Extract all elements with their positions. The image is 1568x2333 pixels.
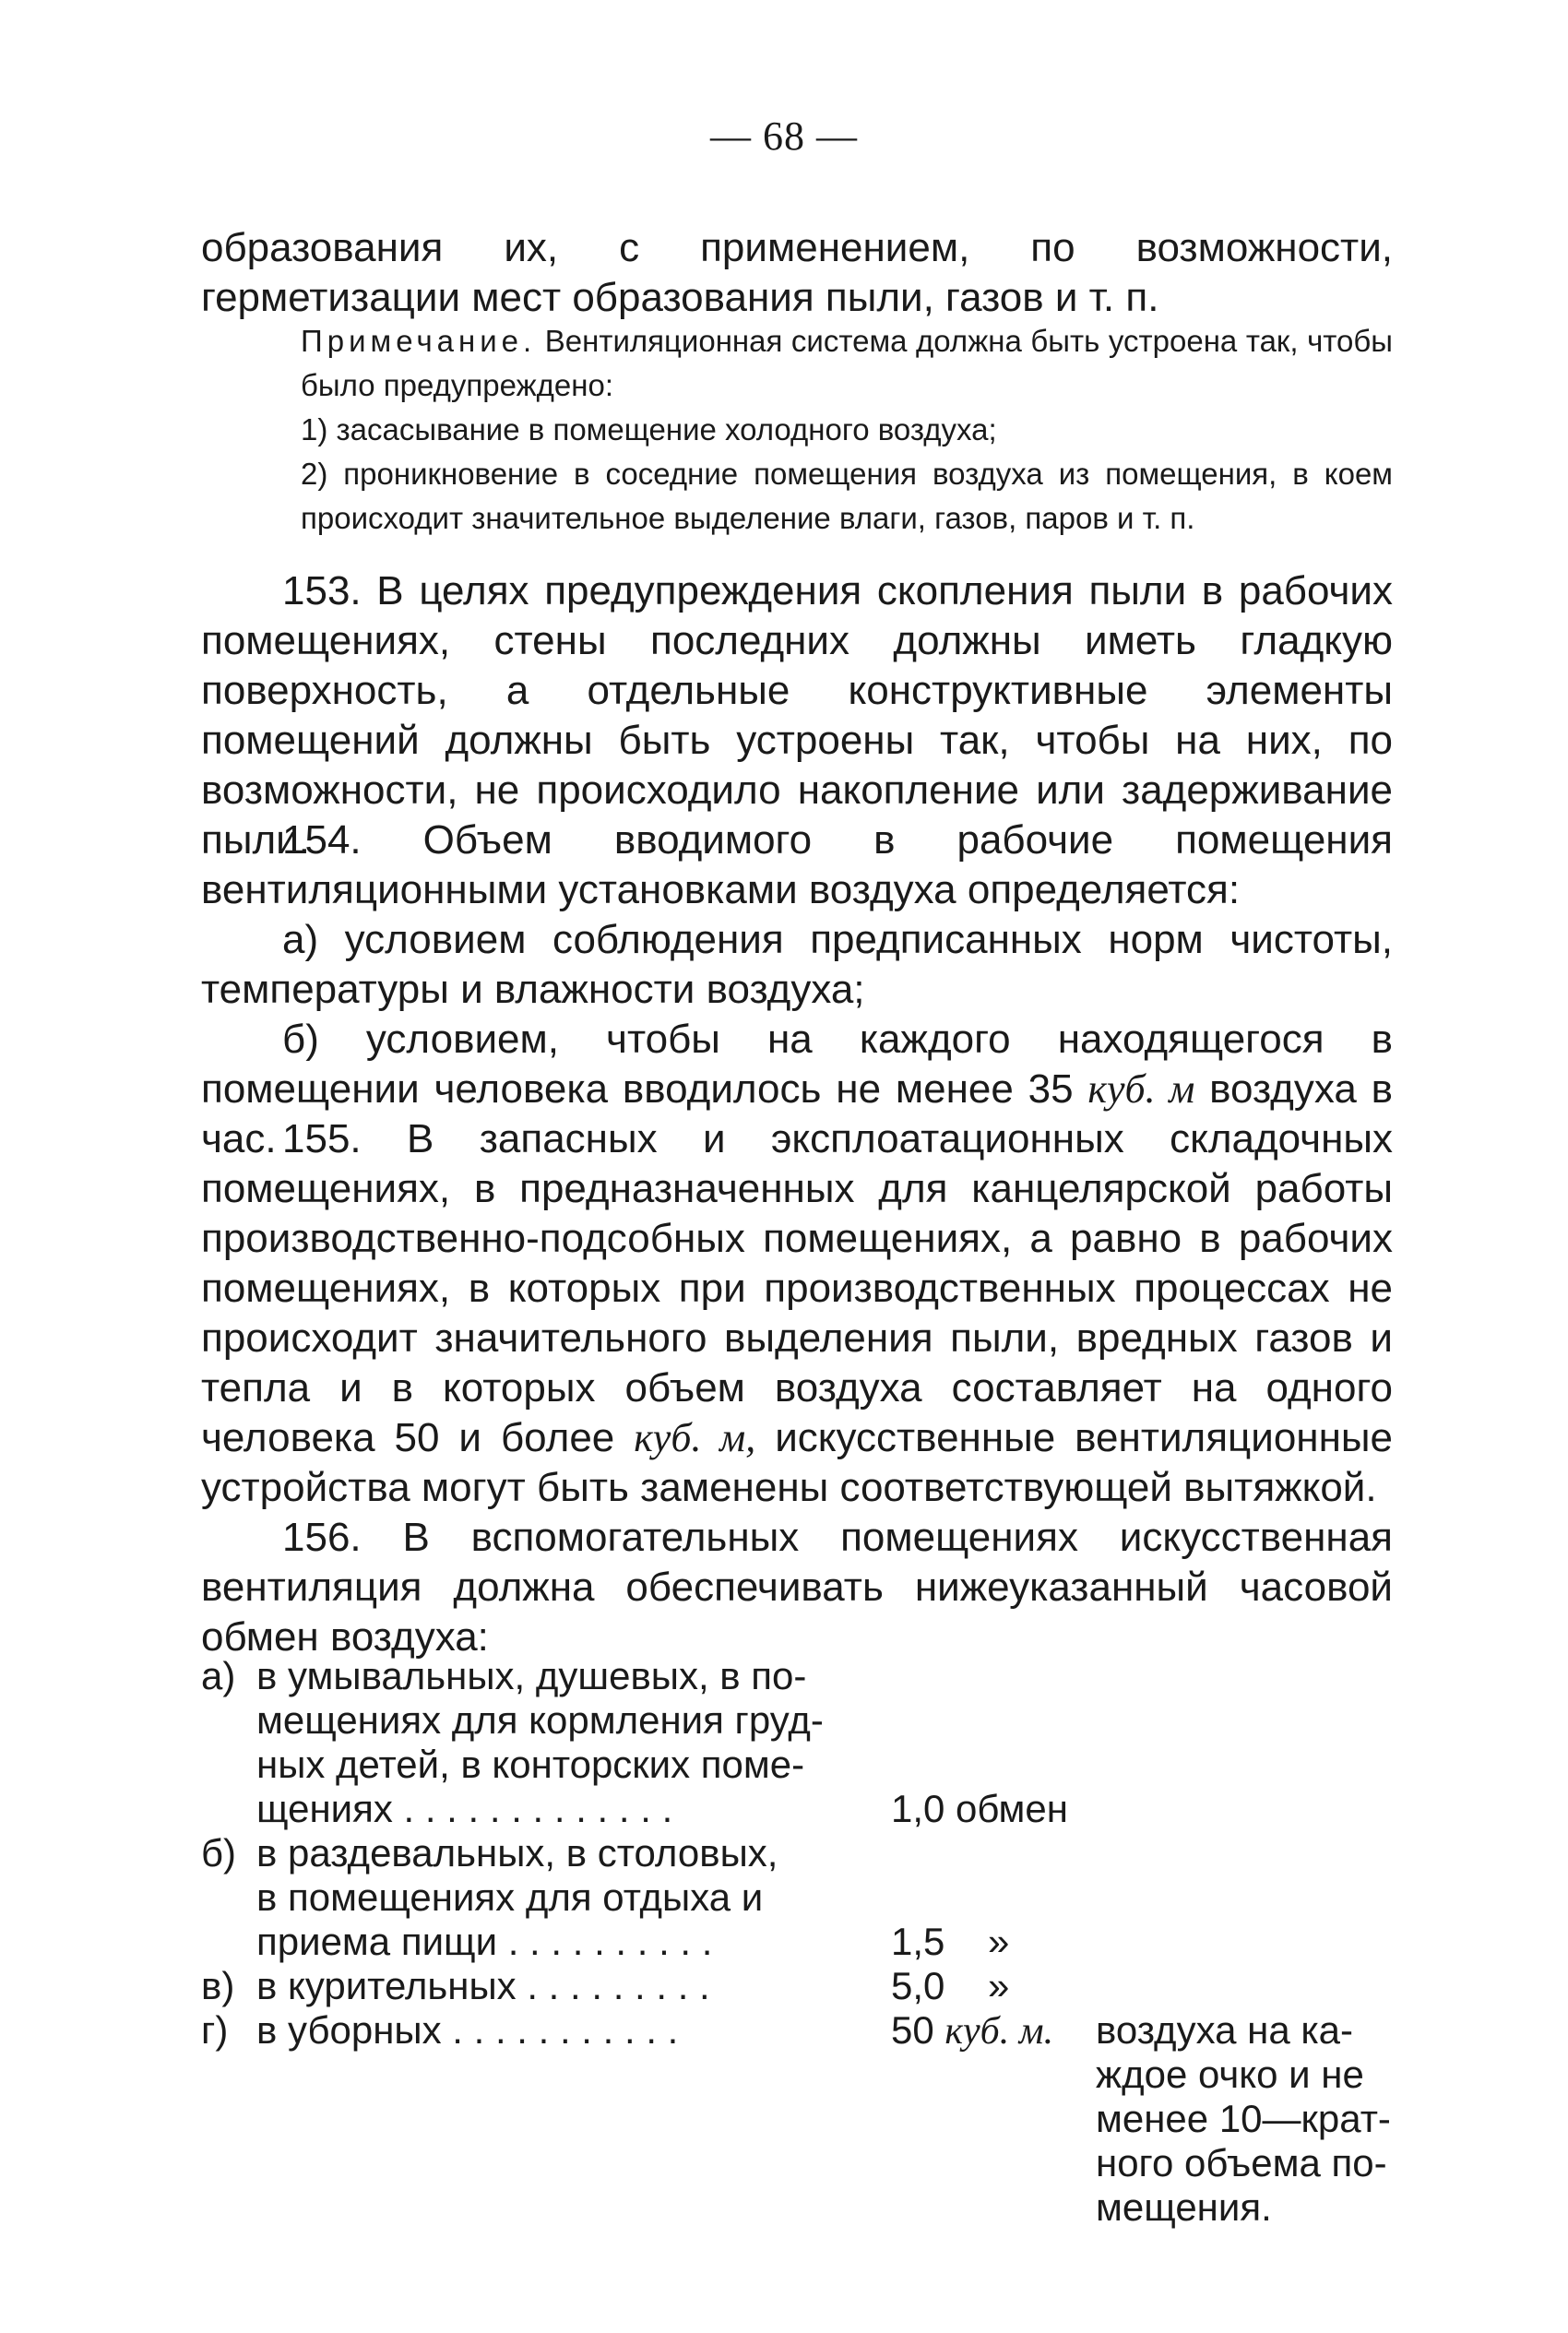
desc-line: в помещениях для отдыха и: [256, 1875, 764, 1919]
item-letter: в): [201, 1964, 235, 2007]
clause-154-intro: 154. Объем вводимого в рабочие помещения вентиляционными установками воздуха определяется:: [201, 817, 1393, 912]
unit-cubic-meter: куб. м,: [634, 1415, 756, 1460]
desc-line: в умывальных, душевых, в по-: [256, 1654, 807, 1697]
list-item: [201, 1964, 1400, 2008]
clause-154-item-a: а) условием соблюдения предписанных норм чистоты, температуры и влажности воздуха;: [201, 917, 1393, 1012]
clause-155-text: [201, 1114, 1393, 1513]
desc-line: щениях . . . . . . . . . . . . .: [256, 1787, 673, 1830]
note-intro-text: Вентиляционная система должна быть устроена так, чтобы было предупреждено:: [301, 324, 1393, 402]
desc-line: ных детей, в конторских поме-: [256, 1743, 805, 1786]
desc-line: мещениях для кормления груд-: [256, 1698, 824, 1742]
exchange-rate: 5,0 »: [891, 1964, 1010, 2007]
clause-155-text-end: искусственные вентиляционные устройства могут быть заменены соответствующей вытяжкой.: [201, 1415, 1393, 1510]
note-intro: [301, 319, 1393, 408]
item-letter: а): [201, 1654, 236, 1697]
note-line: мещения.: [1096, 2185, 1272, 2229]
clause-156-text: 156. В вспомогательных помещениях искусственная вентиляция должна обеспечивать нижеуказанный часовой обмен воздуха:: [201, 1515, 1393, 1660]
clause-153-text: 153. В целях предупреждения скопления пыли в рабочих помещениях, стены последних должны иметь гладкую поверхность, а отдельные конструктивные элементы помещений должны быть устроены так, чтобы на них, по возможности, не происходило накопление или задерживание пыли.: [201, 568, 1393, 863]
paragraph-text: образования их, с применением, по возможности, герметизации мест образования пыли, газов и т. п.: [201, 225, 1393, 320]
exchange-rate: [891, 2008, 1053, 2053]
unit-cubic-meter: куб. м.: [944, 2010, 1054, 2053]
note-block: [301, 319, 1393, 541]
clause-156: [201, 1513, 1393, 1662]
clause-155-text-start: 155. В запасных и эксплоатационных складочных помещениях, в предназначенных для канцелярской работы производственно-подсобных помещениях, а равно в рабочих помещениях, в которых при производственных процессах не происходит значительного выделения пыли, вредных газов и тепла и в которых объем воздуха составляет на одного человека 50 и более: [201, 1116, 1393, 1460]
note-item-2: 2) проникновение в соседние помещения воздуха из помещения, в коем происходит значительное выделение влаги, газов, паров и т. п.: [301, 457, 1393, 535]
item-letter: г): [201, 2008, 229, 2052]
clause-154: [201, 815, 1393, 1164]
opening-paragraph: [201, 223, 1393, 323]
clause-155: [201, 1114, 1393, 1513]
clause-154-item-b-text: б) условием, чтобы на каждого находящегося в помещении человека вводилось не менее 35: [201, 1017, 1393, 1112]
list-item: [201, 1654, 1400, 1831]
note-item-1: 1) засасывание в помещение холодного воздуха;: [301, 412, 997, 446]
desc-line: приема пищи . . . . . . . . . .: [256, 1920, 713, 1963]
note-label: Примечание.: [301, 324, 537, 358]
note-line: воздуха на ка-: [1096, 2008, 1353, 2052]
unit-cubic-meter: куб. м: [1087, 1066, 1195, 1112]
exchange-rate: 1,0 обмен: [891, 1787, 1068, 1830]
exchange-rate-note: [1096, 2008, 1400, 2230]
note-line: ного объема по-: [1096, 2141, 1387, 2184]
desc-line: в раздевальных, в столовых,: [256, 1831, 778, 1875]
clause-154-item-b-end: воздуха в час.: [201, 1066, 1393, 1161]
exchange-rate-number: 50: [891, 2008, 945, 2052]
page-number: — 68 —: [710, 113, 858, 159]
note-line: менее 10—крат-: [1096, 2097, 1391, 2140]
note-line: ждое очко и не: [1096, 2053, 1364, 2096]
item-letter: б): [201, 1831, 237, 1875]
list-item: [201, 1831, 1400, 1964]
desc-line: в курительных . . . . . . . . .: [256, 1964, 710, 2007]
desc-line: в уборных . . . . . . . . . . .: [256, 2008, 679, 2052]
exchange-rate: 1,5 »: [891, 1920, 1010, 1963]
list-item: [201, 2008, 1400, 2230]
ventilation-rates-list: [201, 1654, 1400, 2230]
